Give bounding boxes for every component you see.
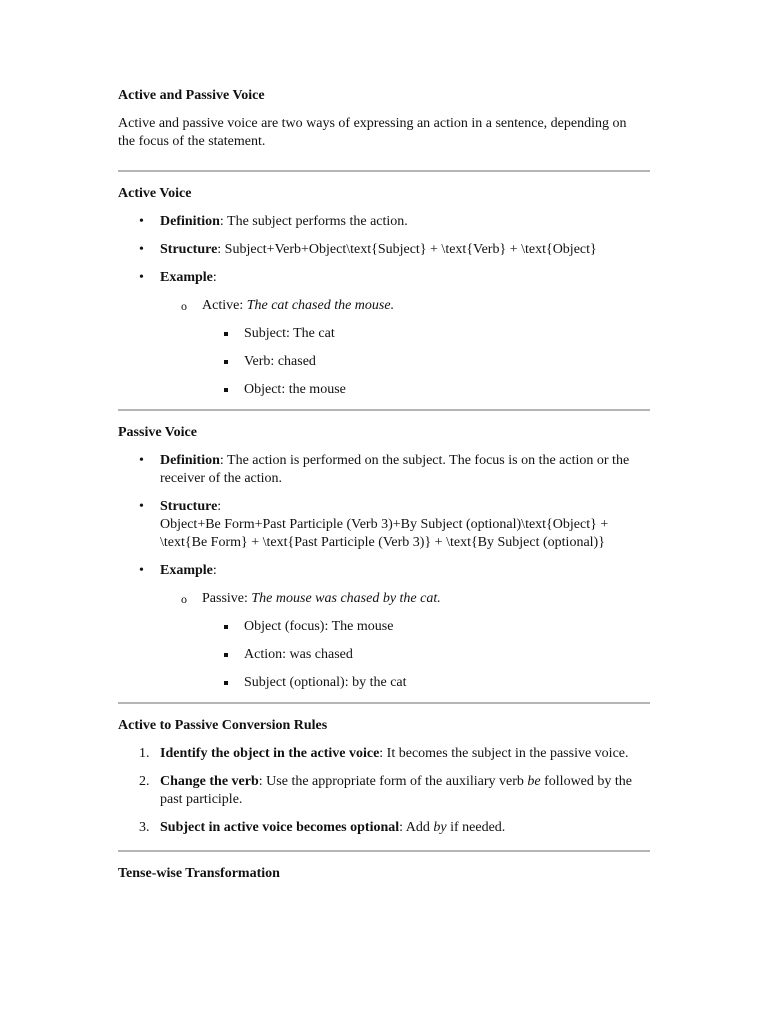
rule-bold-text: Change the verb bbox=[160, 774, 259, 789]
rule-text: : Use the appropriate form of the auxiliary verb bbox=[258, 774, 528, 789]
example-colon: : bbox=[212, 270, 217, 285]
structure-label: Structure bbox=[160, 242, 218, 257]
list-item: Subject (optional): by the cat bbox=[202, 674, 650, 692]
active-voice-list bbox=[118, 213, 650, 399]
section-divider bbox=[118, 850, 650, 852]
conversion-rules-list bbox=[118, 745, 650, 837]
rule-bold-text: Subject in active voice becomes optional bbox=[160, 820, 400, 835]
rule-text: followed by the past participle. bbox=[160, 774, 632, 807]
list-item: Object: the mouse bbox=[202, 381, 650, 399]
passive-voice-section bbox=[118, 424, 650, 692]
section-divider bbox=[118, 409, 650, 411]
definition-text: : The subject performs the action. bbox=[219, 214, 408, 229]
passive-structure-item bbox=[118, 498, 650, 552]
rule-item bbox=[118, 745, 650, 763]
active-example-item bbox=[118, 269, 650, 399]
example-sentence: The mouse was chased by the cat. bbox=[251, 591, 441, 606]
structure-colon: : bbox=[217, 499, 222, 514]
rule-number: 3. bbox=[139, 820, 150, 835]
list-item: Verb: chased bbox=[202, 353, 650, 371]
example-prefix: Active: bbox=[202, 298, 247, 313]
example-sentence: The cat chased the mouse. bbox=[246, 298, 395, 313]
passive-parts-list bbox=[202, 618, 650, 692]
section-divider bbox=[118, 170, 650, 172]
tense-heading: Tense-wise Transformation bbox=[118, 866, 280, 881]
rule-text: if needed. bbox=[446, 820, 506, 835]
active-definition-item bbox=[118, 213, 650, 231]
passive-voice-heading: Passive Voice bbox=[118, 425, 197, 440]
rule-item bbox=[118, 819, 650, 837]
rule-number: 1. bbox=[139, 746, 150, 761]
structure-text: Object+Be Form+Past Participle (Verb 3)+By Subject (optional)\text{Object} + \text{Be Form} + \text{Past Participle (Verb 3)} + \text{By Subject (optional)} bbox=[160, 517, 609, 550]
structure-text: : Subject+Verb+Object\text{Subject} + \text{Verb} + \text{Object} bbox=[217, 242, 597, 257]
rule-text: : It becomes the subject in the passive voice. bbox=[379, 746, 629, 761]
list-item: Action: was chased bbox=[202, 646, 650, 664]
rule-text: : Add bbox=[399, 820, 434, 835]
active-example-list bbox=[160, 297, 650, 399]
active-parts-list bbox=[202, 325, 650, 399]
active-structure-item bbox=[118, 241, 650, 259]
passive-example-item bbox=[118, 562, 650, 692]
tense-section bbox=[118, 865, 650, 883]
definition-text: : The action is performed on the subject. The focus is on the action or the receiver of the action. bbox=[160, 453, 630, 486]
section-divider bbox=[118, 702, 650, 704]
conversion-rules-section bbox=[118, 717, 650, 837]
rule-number: 2. bbox=[139, 774, 150, 789]
example-colon: : bbox=[212, 563, 217, 578]
conversion-rules-heading: Active to Passive Conversion Rules bbox=[118, 718, 328, 733]
active-example-sentence bbox=[160, 297, 650, 399]
list-item: Subject: The cat bbox=[202, 325, 650, 343]
definition-label: Definition bbox=[160, 453, 220, 468]
rule-bold-text: Identify the object in the active voice bbox=[160, 746, 380, 761]
rule-italic-text: by bbox=[433, 820, 447, 835]
example-label: Example bbox=[160, 563, 213, 578]
example-label: Example bbox=[160, 270, 213, 285]
active-voice-heading: Active Voice bbox=[118, 186, 192, 201]
passive-voice-list bbox=[118, 452, 650, 692]
document-content bbox=[118, 87, 650, 883]
list-item: Object (focus): The mouse bbox=[202, 618, 650, 636]
passive-example-list bbox=[160, 590, 650, 692]
rule-italic-text: be bbox=[527, 774, 541, 789]
structure-label: Structure bbox=[160, 499, 218, 514]
example-prefix: Passive: bbox=[202, 591, 252, 606]
intro-paragraph: Active and passive voice are two ways of expressing an action in a sentence, depending on the focus of the statement. bbox=[118, 116, 627, 149]
active-voice-section bbox=[118, 185, 650, 399]
page-title: Active and Passive Voice bbox=[118, 88, 265, 103]
passive-example-sentence bbox=[160, 590, 650, 692]
passive-definition-item bbox=[118, 452, 650, 488]
definition-label: Definition bbox=[160, 214, 220, 229]
rule-item bbox=[118, 773, 650, 809]
